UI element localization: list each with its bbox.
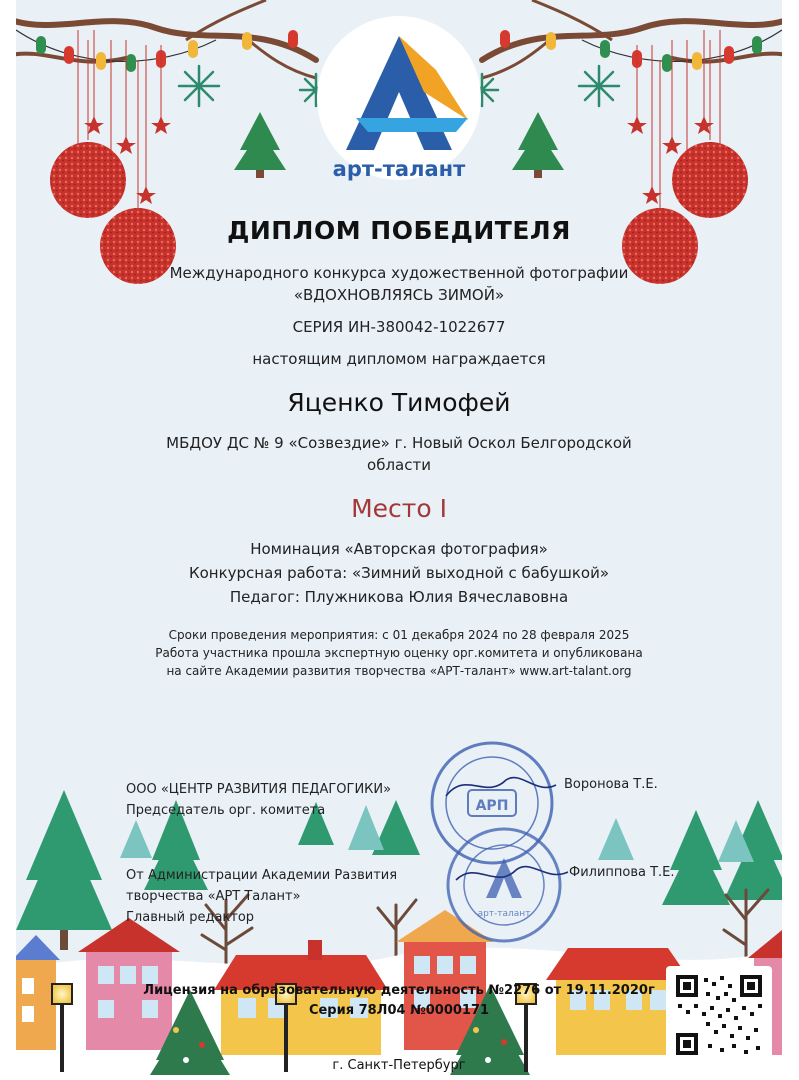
org1-role: Председатель орг. комитета [126, 803, 326, 818]
logo-text: арт-талант [332, 157, 466, 181]
contest-name-line2: «ВДОХНОВЛЯЯСЬ ЗИМОЙ» [293, 286, 505, 304]
nomination: Номинация «Авторская фотография» [250, 540, 548, 558]
diploma-title: ДИПЛОМ ПОБЕДИТЕЛЯ [227, 216, 571, 245]
institution-line2: области [367, 456, 431, 474]
contest-name-line1: Международного конкурса художественной фотографии [169, 264, 629, 282]
stamp-center-text: АРП [475, 798, 509, 814]
signer1-name: Воронова Т.Е. [564, 777, 658, 792]
stamp-logo-text: арт-талант [477, 909, 531, 919]
award-line: настоящим дипломом награждается [252, 350, 546, 368]
org2-role: Главный редактор [126, 910, 255, 925]
stamp-round-lower [448, 829, 560, 941]
signer2-name: Филиппова Т.Е. [569, 865, 675, 880]
diploma-sheet [16, 0, 782, 1080]
stamp-round-upper [432, 743, 552, 863]
city: г. Санкт-Петербург [332, 1058, 466, 1073]
series-number: СЕРИЯ ИН-380042-1022677 [292, 318, 506, 336]
signature-voronova [446, 778, 556, 796]
license-series: Серия 78Л04 №0000171 [308, 1003, 490, 1018]
org2-line2: творчества «АРТ Талант» [126, 889, 301, 904]
terms-line3: на сайте Академии развития творчества «АРТ-талант» www.art-talant.org [166, 664, 632, 678]
org2-line1: От Администрации Академии Развития [126, 868, 398, 883]
license-line: Лицензия на образовательную деятельность №2276 от 19.11.2020г [143, 983, 655, 998]
recipient-name: Яценко Тимофей [287, 388, 511, 417]
terms-line1: Сроки проведения мероприятия: с 01 декабря 2024 по 28 февраля 2025 [168, 628, 630, 642]
institution-line1: МБДОУ ДС № 9 «Созвездие» г. Новый Оскол Белгородской [166, 434, 632, 452]
branch-left [16, 0, 316, 78]
terms-line2: Работа участника прошла экспертную оценку орг.комитета и опубликована [155, 646, 643, 660]
logo-badge [317, 16, 481, 180]
contest-work: Конкурсная работа: «Зимний выходной с бабушкой» [188, 564, 610, 582]
teacher: Педагог: Плужникова Юлия Вячеславовна [229, 588, 569, 606]
org1-name: ООО «ЦЕНТР РАЗВИТИЯ ПЕДАГОГИКИ» [126, 782, 392, 797]
branch-right [482, 0, 782, 78]
place-award: Место I [351, 494, 447, 523]
